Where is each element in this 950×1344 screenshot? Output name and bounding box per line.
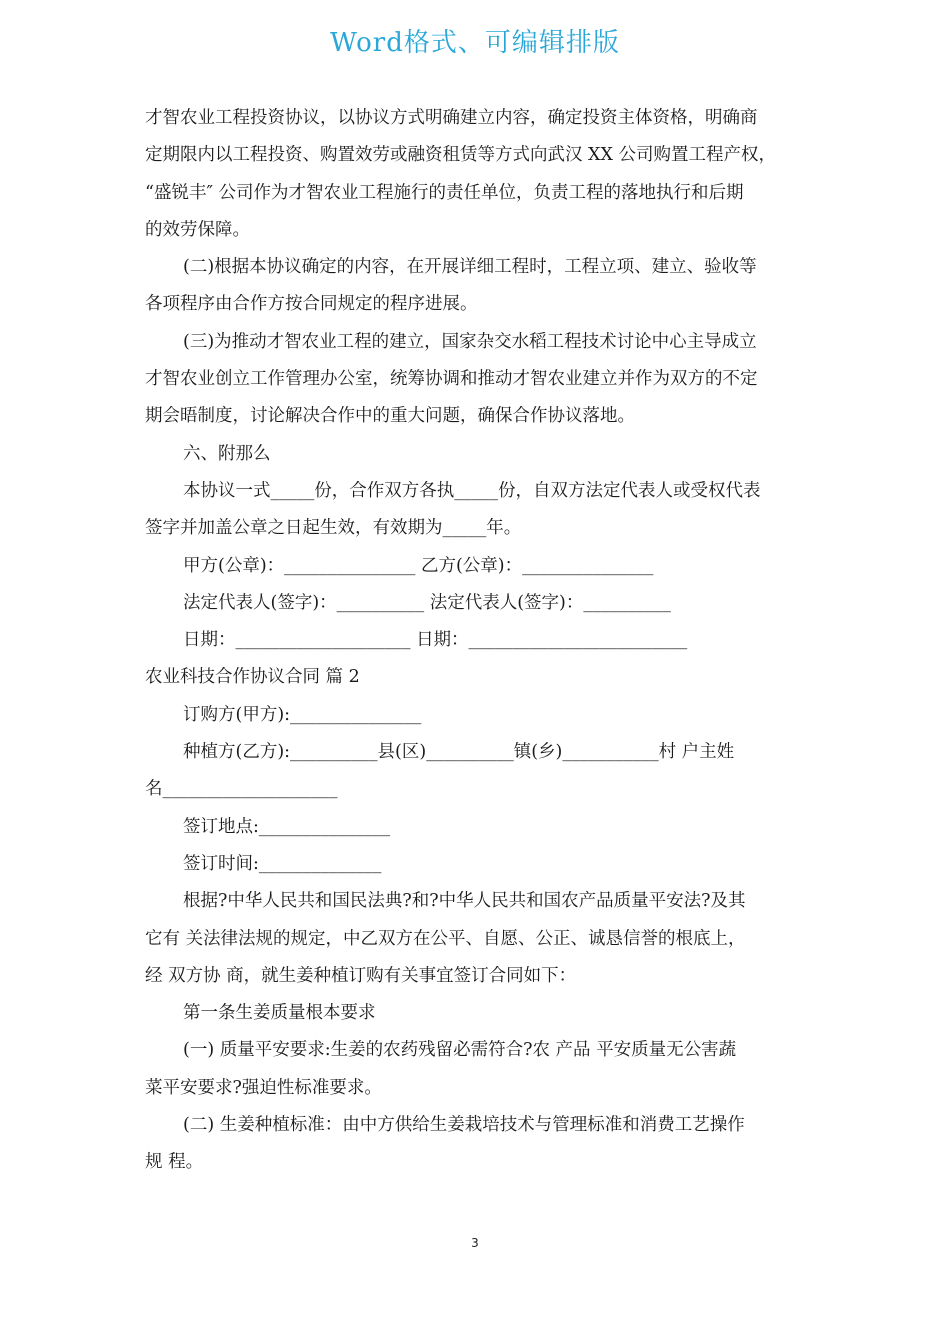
signature-line: 法定代表人(签字)：__________ 法定代表人(签字)：__________ [183,592,671,613]
body-line: 种植方(乙方):__________县(区)__________镇(乡)___________村 户主姓 [183,742,735,763]
body-line: 签字并加盖公章之日起生效，有效期为_____年。 [145,518,522,539]
body-line: “盛锐丰″ 公司作为才智农业工程施行的责任单位，负责工程的落地执行和后期 [145,182,744,203]
body-line: 定期限内以工程投资、购置效劳或融资租赁等方式向武汉 XX 公司购置工程产权， [145,145,777,166]
body-line: 的效劳保障。 [145,219,250,240]
body-line: 菜平安要求?强迫性标准要求。 [145,1077,382,1098]
signature-line: 日期：____________________ 日期：_________________________ [183,630,688,651]
body-line: 名____________________ [145,779,338,800]
body-line: 期会晤制度，讨论解决合作中的重大问题，确保合作协议落地。 [145,406,635,427]
article-heading: 第一条生姜质量根本要求 [183,1003,376,1024]
body-line: (三)为推动才智农业工程的建立，国家杂交水稻工程技术讨论中心主导成立 [183,331,757,352]
page-number: 3 [471,1236,479,1250]
body-line: 它有 关法律法规的规定，中乙双方在公平、自愿、公正、诚恳信誉的根底上， [145,928,746,949]
body-line: 签订时间:______________ [183,853,382,874]
section-heading: 六、附那么 [183,443,271,464]
body-line: (二) 生姜种植标准：由中方供给生姜栽培技术与管理标准和消费工艺操作 [183,1115,745,1136]
document-header-title: Word格式、可编辑排版 [330,28,620,58]
body-line: (二)根据本协议确定的内容，在开展详细工程时，工程立项、建立、验收等 [183,257,757,278]
body-line: (一) 质量平安要求:生姜的农药残留必需符合?农 产品 平安质量无公害蔬 [183,1040,737,1061]
body-line: 才智农业工程投资协议，以协议方式明确建立内容，确定投资主体资格，明确商 [145,108,758,128]
body-line: 签订地点:_______________ [183,816,391,837]
body-line: 根据?中华人民共和国民法典?和?中华人民共和国农产品质量平安法?及其 [183,891,746,912]
body-line: 订购方(甲方):_______________ [183,704,422,725]
body-line: 才智农业创立工作管理办公室，统筹协调和推动才智农业建立并作为双方的不定 [145,369,758,390]
signature-line: 甲方(公章)：_______________ 乙方(公章)：_______________ [183,555,654,576]
body-line: 经 双方协 商，就生姜种植订购有关事宜签订合同如下： [145,965,577,986]
body-line: 各项程序由合作方按合同规定的程序进展。 [145,294,478,315]
contract-title: 农业科技合作协议合同 篇 2 [145,667,360,688]
body-line: 规 程。 [145,1152,204,1173]
body-line: 本协议一式_____份，合作双方各执_____份，自双方法定代表人或受权代表 [183,480,761,501]
document-body [145,100,815,1182]
